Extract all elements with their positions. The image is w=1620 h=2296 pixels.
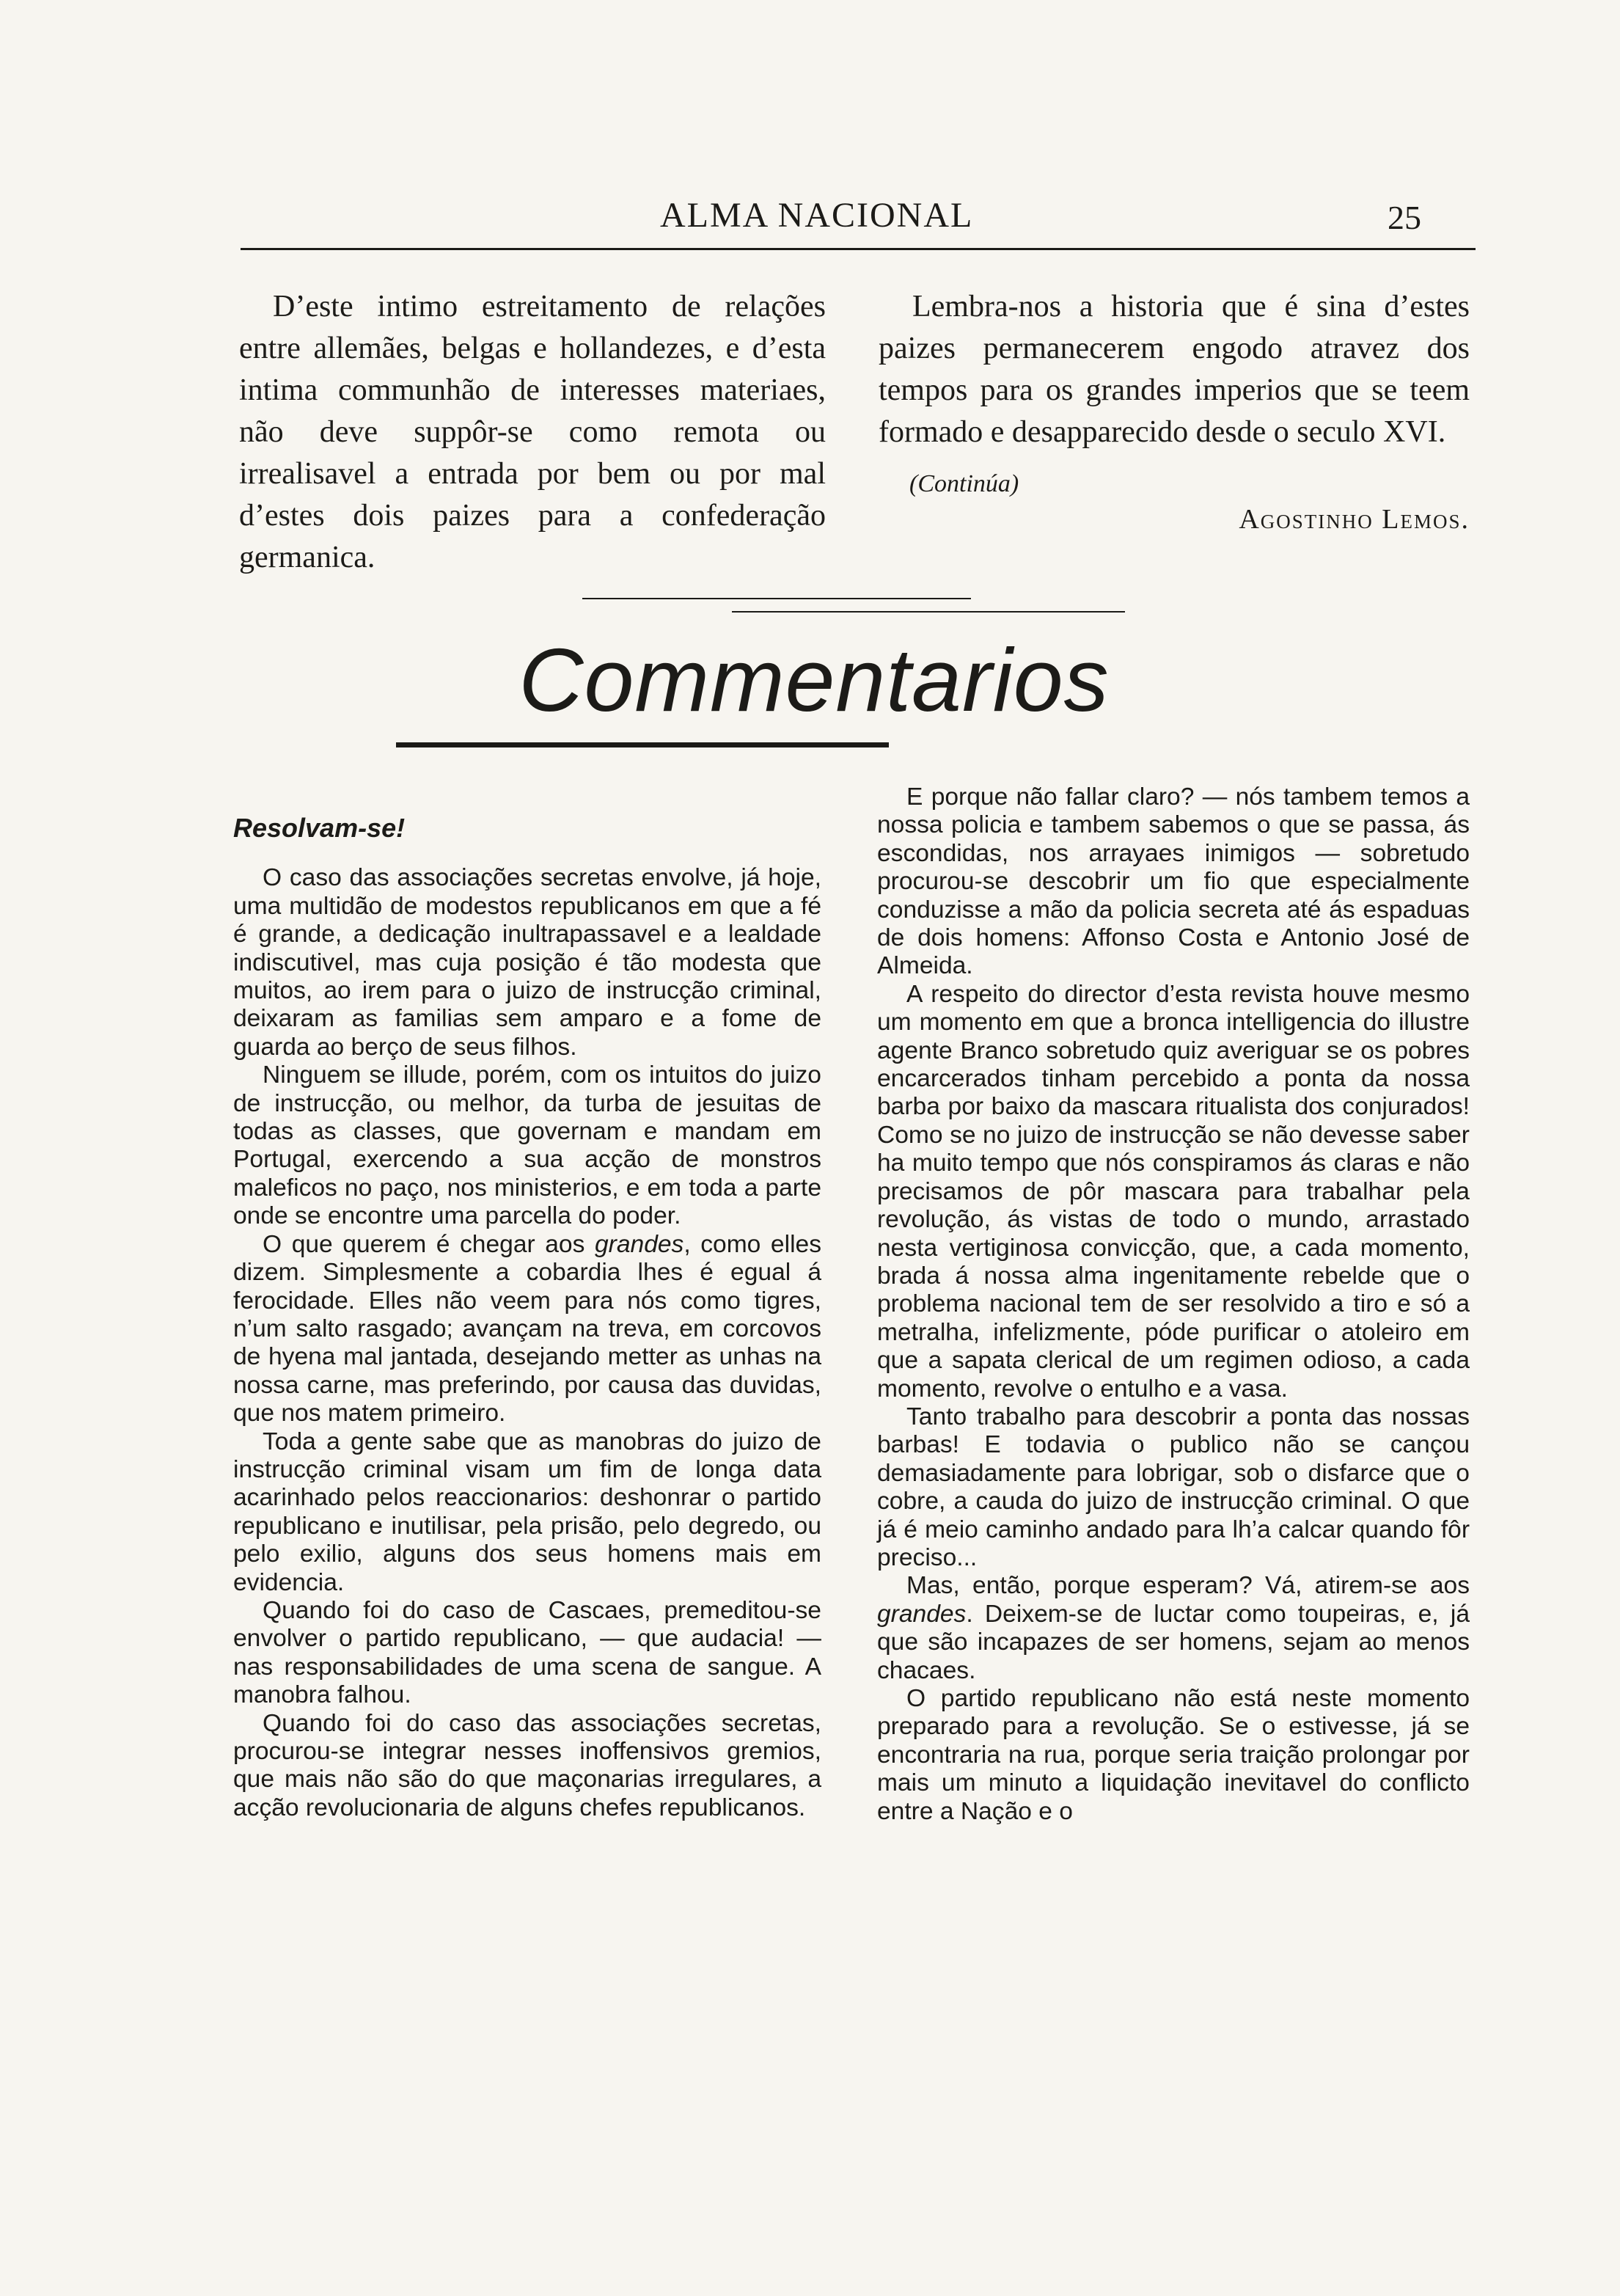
page-number: 25	[1388, 199, 1421, 236]
text-run: Mas, então, porque esperam? Vá, atirem-se aos	[906, 1572, 1470, 1600]
continua-note: (Continúa)	[909, 470, 1019, 497]
commentary-paragraph	[877, 1572, 1470, 1685]
article-right-column	[879, 286, 1470, 541]
section-separator-rule	[582, 598, 971, 599]
commentary-paragraph: O caso das associações secretas envolve, já hoje, uma multidão de modestos republicanos em que a fé é grande, a dedicação inultrapassavel e a lealdade indiscutivel, mas cuja posição é tão modesta que muitos, ao irem para o juizo de instrucção criminal, deixaram as familias sem amparo e a fome de guarda ao berço de seus filhos.	[233, 864, 821, 1061]
section-separator-rule	[732, 611, 1125, 613]
commentary-paragraph: Toda a gente sabe que as manobras do juizo de instrucção criminal visam um fim de longa data acarinhado pelos reaccionarios: deshonrar o partido republicano e inutilisar, pela prisão, pelo degredo, ou pelo exilio, alguns dos seus homens mais em evidencia.	[233, 1427, 821, 1596]
emphasis-text: grandes	[877, 1600, 967, 1628]
commentary-paragraph: Ninguem se illude, porém, com os intuitos do juizo de instrucção, ou melhor, da turba de jesuitas de todas as classes, que governam e mandam em Portugal, exercendo a sua acção de monstros maleficos no paço, nos ministerios, e em toda a parte onde se encontre uma parcella do poder.	[233, 1061, 821, 1230]
text-run: , como elles dizem. Simplesmente a cobardia lhes é egual á ferocidade. Elles não veem para nós como tigres, n’um salto rasgado; avançam na treva, em corcovos de hyena mal jantada, desejando metter as unhas na nossa carne, mas preferindo, por causa das duvidas, que nos matem primeiro.	[233, 1230, 821, 1427]
commentary-paragraph	[233, 1231, 821, 1428]
article-left-column	[239, 286, 826, 579]
commentary-paragraph: Tanto trabalho para descobrir a ponta das nossas barbas! E todavia o publico não se cançou demasiadamente para lobrigar, sob o disfarce que o cobre, a cauda do juizo de instrucção criminal. O que já é meio caminho andado para lh’a calcar quando fôr preciso...	[877, 1403, 1470, 1571]
section-title: Commentarios	[518, 630, 1110, 730]
commentary-paragraph: O partido republicano não está neste momento preparado para a revolução. Se o estivesse, já se encontraria na rua, porque seria traição prolongar por mais um minuto a liquidação inevitavel do conflicto entre a Nação e o	[877, 1685, 1470, 1825]
header-rule	[241, 248, 1476, 250]
emphasis-text: grandes	[594, 1230, 684, 1258]
commentary-left-column	[233, 814, 821, 1822]
commentary-paragraph: E porque não fallar claro? — nós tambem temos a nossa policia e tambem sabemos o que se passa, ás escondidas, nos arrayaes inimigos — sobretudo procurou-se descobrir um fio que especialmente conduzisse a mão da policia secreta até ás espaduas de dois homens: Affonso Costa e Antonio José de Almeida.	[877, 783, 1470, 980]
title-underline	[396, 742, 889, 747]
commentary-paragraph: A respeito do director d’esta revista houve mesmo um momento em que a bronca intelligencia do illustre agente Branco sobretudo quiz averiguar se os pobres encarcerados tinham percebido a ponta da nossa barba por baixo da mascara ritualista dos conjurados! Como se no juizo de instrucção se não devesse saber ha muito tempo que nós conspiramos ás claras e não precisamos de pôr mascara para trabalhar pela revolução, ás vistas de todo o mundo, arrastado nesta vertiginosa convicção, que, a cada momento, brada á nossa alma ingenitamente rebelde que o problema nacional tem de ser resolvido a tiro e só a metralha, infelizmente, póde purificar o atoleiro em que a sapata clerical de um regimen odioso, a cada momento, revolve o entulho e a vasa.	[877, 980, 1470, 1403]
commentary-paragraph: Quando foi do caso das associações secretas, procurou-se integrar nesses inoffensivos gremios, que mais não são do que maçonarias irregulares, a acção revolucionaria de alguns chefes republicanos.	[233, 1709, 821, 1821]
commentary-subhead: Resolvam-se!	[233, 813, 406, 843]
text-run: O que querem é chegar aos	[263, 1230, 595, 1258]
article-paragraph: Lembra-nos a historia que é sina d’estes paizes permanecerem engodo atravez dos tempos para os grandes imperios que se teem formado e desapparecido desde o seculo XVI.	[879, 290, 1470, 449]
article-paragraph: D’este intimo estreitamento de relações entre allemães, belgas e hollandezes, e d’esta intima communhão de interesses materiaes, não deve suppôr-se como remota ou irrealisavel a entrada por bem ou por mal d’estes dois paizes para a confederação germanica.	[239, 290, 826, 574]
article-author: Agostinho Lemos.	[1239, 504, 1470, 535]
commentary-right-column	[877, 783, 1470, 1826]
text-run: . Deixem-se de luctar como toupeiras, e, já que são incapazes de ser homens, sejam ao menos chacaes.	[877, 1600, 1470, 1684]
commentary-paragraph: Quando foi do caso de Cascaes, premeditou-se envolver o partido republicano, — que audacia! — nas responsabilidades de uma scena de sangue. A manobra falhou.	[233, 1596, 821, 1709]
running-title: ALMA NACIONAL	[660, 196, 974, 235]
